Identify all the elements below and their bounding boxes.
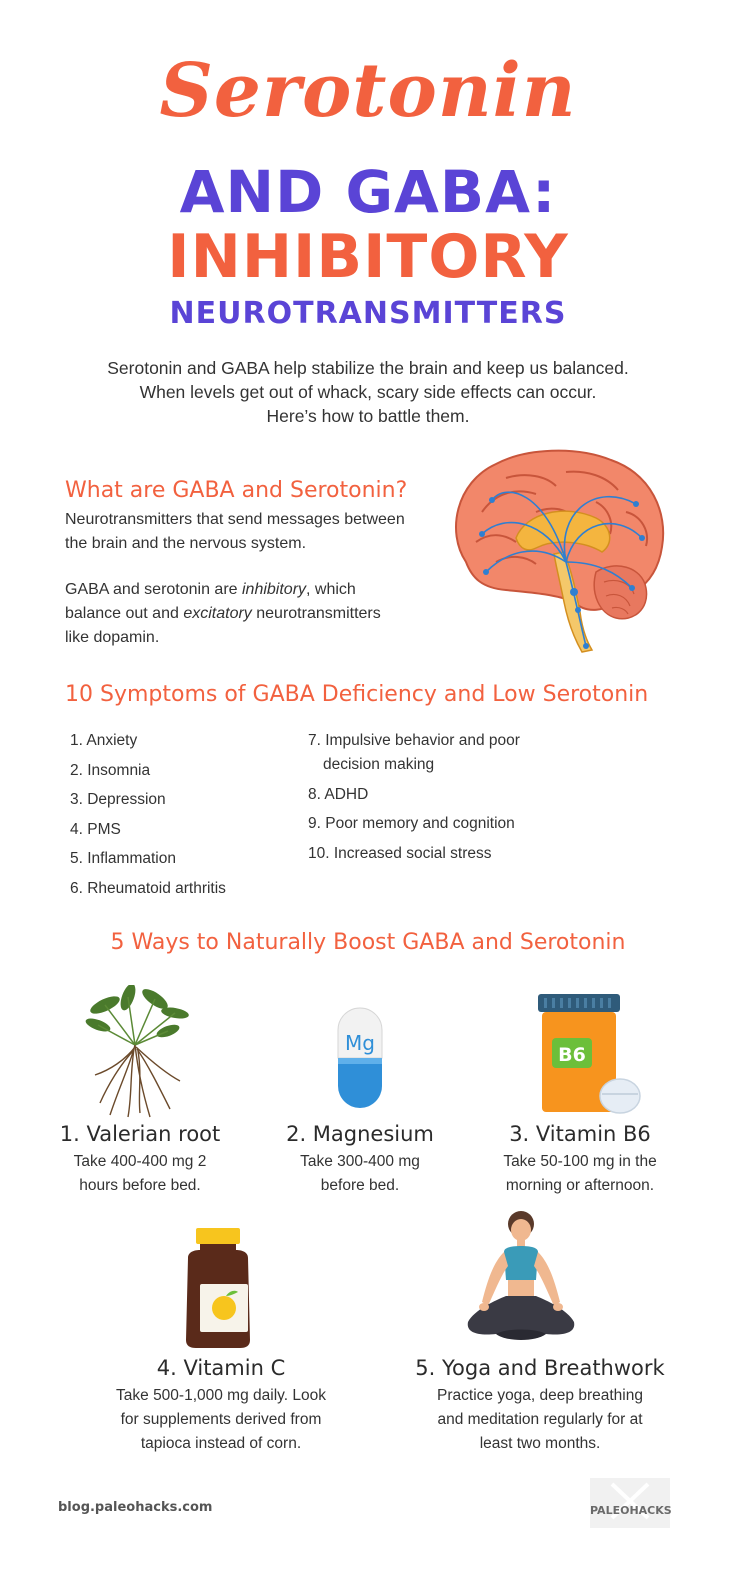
what-p1-line-1: Neurotransmitters that send messages between [65,511,405,528]
list-item: 3. Depression [70,791,166,809]
what-p2-line-3: like dopamin. [65,629,160,646]
excitatory-emphasis: excitatory [183,605,252,622]
brain-illustration [446,442,670,656]
title-inhibitory: INHIBITORY [167,222,569,292]
list-item: 10. Increased social stress [308,844,492,862]
way-5-desc: Practice yoga, deep breathing and meditation regularly for at least two months. [437,1387,643,1452]
list-item-continuation: decision making [323,756,435,773]
b6-label: B6 [558,1044,586,1066]
title-and-gaba: AND GABA: [179,158,557,226]
list-item: 8. ADHD [308,785,369,803]
way-3-title: 3. Vitamin B6 [509,1122,651,1146]
way-1-desc: Take 400-400 mg 2 hours before bed. [73,1153,207,1194]
way-4-desc: Take 500-1,000 mg daily. Look for supplements derived from tapioca instead of corn. [116,1387,326,1452]
mg-label: Mg [345,1031,375,1055]
intro-text [40,356,696,428]
what-p1-line-2: the brain and the nervous system. [65,535,307,552]
list-item: 4. PMS [70,820,121,838]
way-2-desc: Take 300-400 mg before bed. [300,1153,420,1194]
symptoms-right-list [308,729,520,866]
what-paragraph-1 [65,508,445,556]
what-paragraph-2 [65,578,445,650]
what-heading: What are GABA and Serotonin? [65,478,408,503]
way-5-title: 5. Yoga and Breathwork [415,1356,665,1380]
intro-line-1: Serotonin and GABA help stabilize the brain and keep us balanced. [107,358,629,378]
list-item: 9. Poor memory and cognition [308,815,515,833]
way-1-title: 1. Valerian root [59,1122,221,1146]
list-item: 5. Inflammation [70,850,176,868]
title-serotonin: Serotonin [159,48,577,134]
vitamin-b6-bottle-icon [536,994,644,1116]
vitamin-c-bottle-icon [180,1228,256,1350]
list-item: 6. Rheumatoid arthritis [70,879,226,897]
brand-name: PALEOHACKS [590,1504,672,1517]
title-neurotransmitters: NEUROTRANSMITTERS [169,296,567,331]
footer-url[interactable]: blog.paleohacks.com [58,1500,213,1515]
valerian-root-icon [80,985,195,1120]
ways-heading: 5 Ways to Naturally Boost GABA and Serotonin [110,930,626,955]
way-2-title: 2. Magnesium [286,1122,434,1146]
list-item: 1. Anxiety [70,732,138,749]
intro-line-3: Here’s how to battle them. [266,406,470,426]
list-item: 7. Impulsive behavior and poor [308,732,520,749]
crossed-utensils-icon [590,1478,670,1528]
symptoms-heading: 10 Symptoms of GABA Deficiency and Low Serotonin [65,682,649,707]
way-3-desc: Take 50-100 mg in the morning or afternoon. [503,1153,657,1194]
symptoms-left-list [70,729,226,901]
what-p2-line-2: balance out and excitatory neurotransmitters [65,605,381,622]
what-p2-line-1: GABA and serotonin are inhibitory, which [65,581,356,598]
inhibitory-emphasis: inhibitory [242,581,307,598]
list-item: 2. Insomnia [70,761,151,779]
intro-line-2: When levels get out of whack, scary side effects can occur. [139,382,597,402]
magnesium-capsule-icon [334,1004,386,1112]
paleohacks-logo [590,1478,670,1528]
yoga-person-icon [466,1210,576,1352]
way-4-title: 4. Vitamin C [156,1356,286,1380]
